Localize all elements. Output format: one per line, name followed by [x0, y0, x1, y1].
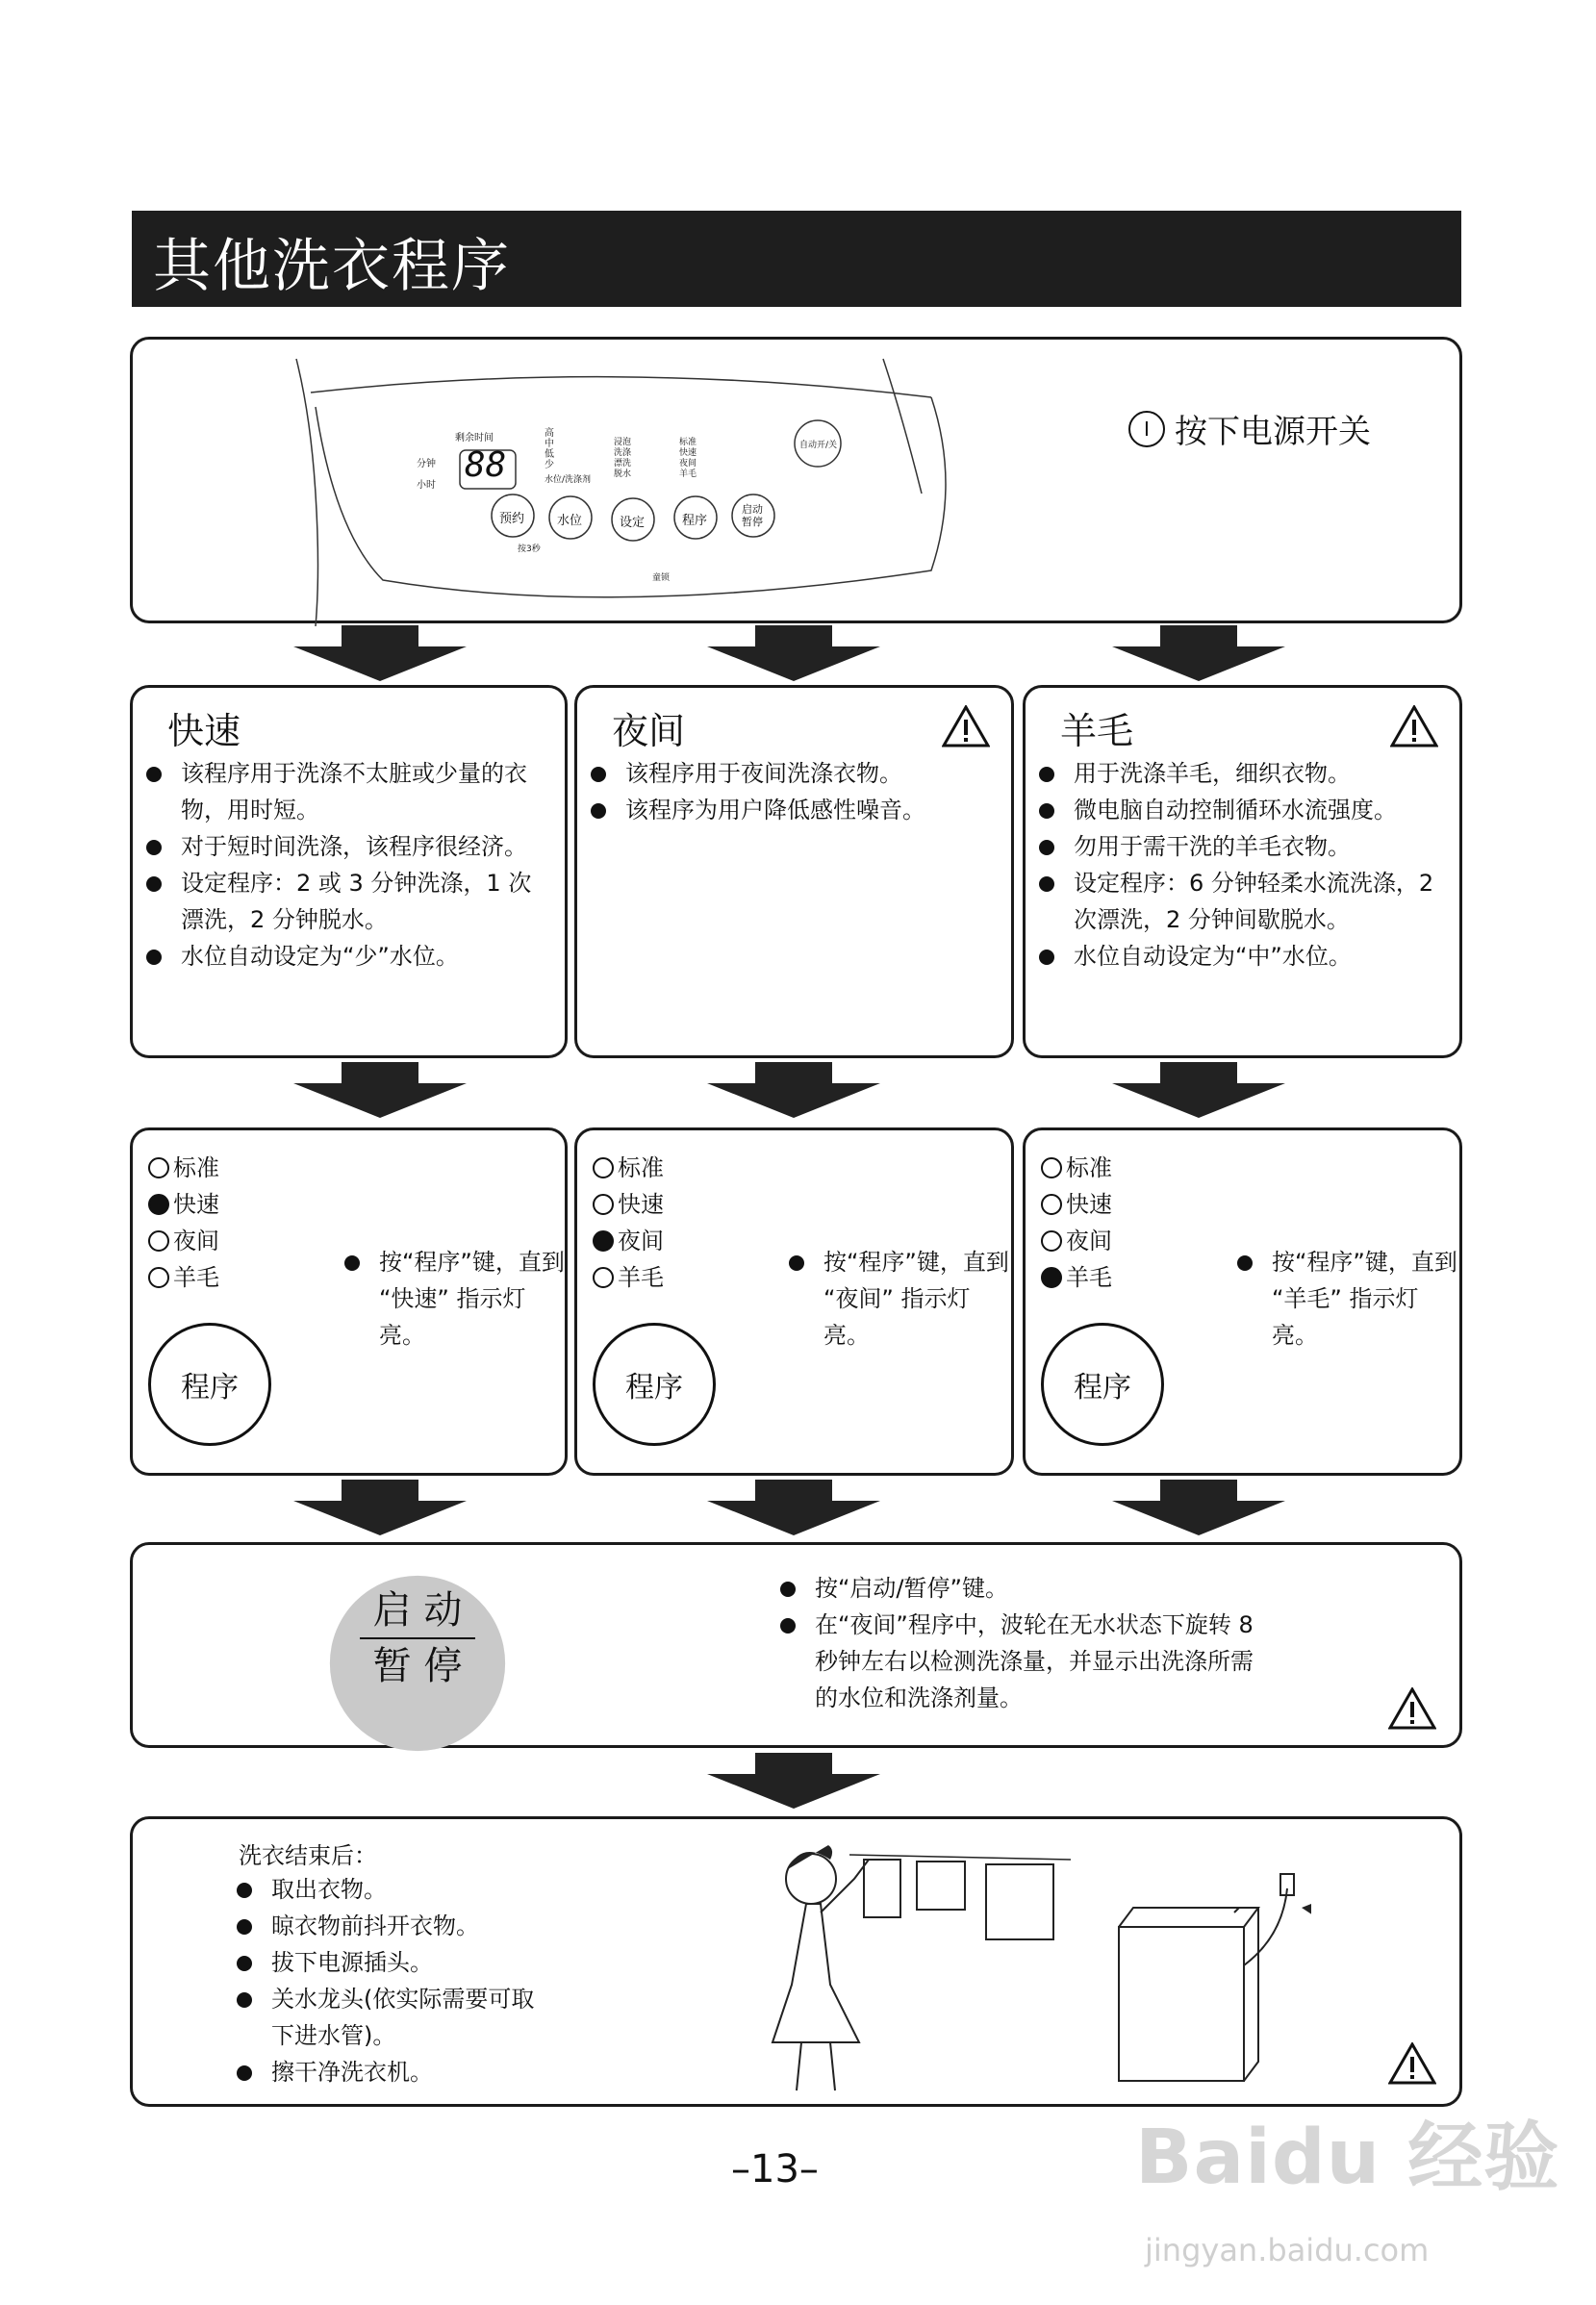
display-label-minutes: 分钟: [417, 459, 436, 469]
watermark-url: jingyan.baidu.com: [1145, 2232, 1430, 2268]
list-item: 该程序用于夜间洗涤衣物。: [583, 755, 997, 792]
bullet-icon: [344, 1255, 360, 1271]
stage-labels: 浸泡 洗涤 漂洗 脱水: [614, 438, 632, 479]
program-button[interactable]: 程序: [1041, 1323, 1164, 1446]
program-bullets: [583, 755, 997, 828]
arrow-down-icon: [293, 1480, 467, 1535]
watermark-logo: Baidu 经验: [1135, 2115, 1560, 2201]
program-title: 夜间: [612, 710, 686, 752]
radio-on-icon: [1041, 1267, 1062, 1288]
list-item: 在“夜间”程序中，波轮在无水状态下旋转 8 秒钟左右以检测洗涤量，并显示出洗涤所需的水位和洗涤剂量。: [773, 1607, 1254, 1716]
power-button-label[interactable]: 自动开/关: [799, 441, 838, 450]
step-power-label: 按下电源开关: [1175, 413, 1371, 451]
list-item: 水位自动设定为“中”水位。: [1031, 938, 1445, 975]
list-item: 微电脑自动控制循环水流强度。: [1031, 792, 1445, 828]
option-quick: 快速: [148, 1186, 219, 1223]
instruction: 按“程序”键，直到 “快速” 指示灯亮。: [344, 1244, 566, 1354]
radio-off-icon: [1041, 1194, 1062, 1215]
control-panel-illustration: [133, 340, 1465, 626]
option-wool: 羊毛: [1041, 1259, 1112, 1296]
display-label-hours: 小时: [417, 480, 436, 491]
radio-on-icon: [593, 1230, 614, 1252]
after-heading: 洗衣结束后：: [239, 1842, 377, 1869]
arrow-down-icon: [707, 1480, 880, 1535]
list-item: 勿用于需干洗的羊毛衣物。: [1031, 828, 1445, 865]
option-wool: 羊毛: [148, 1259, 219, 1296]
radio-off-icon: [1041, 1230, 1062, 1252]
option-night: 夜间: [1041, 1223, 1112, 1259]
program-quick-box: [130, 685, 568, 1058]
program-wool-box: [1023, 685, 1462, 1058]
list-item: 关水龙头(依实际需要可取下进水管)。: [229, 1981, 546, 2054]
list-item: 晾衣物前抖开衣物。: [229, 1908, 546, 1944]
select-wool-box: [1023, 1127, 1462, 1476]
panel-button-delay[interactable]: 预约: [499, 512, 525, 526]
control-panel-box: [130, 337, 1462, 623]
instruction: 按“程序”键，直到 “羊毛” 指示灯亮。: [1237, 1244, 1458, 1354]
after-bullets: [229, 1871, 546, 2090]
page-title-bar: [132, 211, 1461, 307]
program-title: 快速: [167, 710, 241, 752]
radio-off-icon: [593, 1267, 614, 1288]
warning-icon: [1388, 1687, 1436, 1730]
lock-caption: 童锁: [652, 573, 671, 583]
list-item: 拔下电源插头。: [229, 1944, 546, 1981]
list-item: 用于洗涤羊毛，细织衣物。: [1031, 755, 1445, 792]
program-night-box: [574, 685, 1014, 1058]
radio-off-icon: [1041, 1157, 1062, 1178]
mode-labels: 标准 快速 夜间 羊毛: [679, 438, 697, 479]
after-washing-box: [130, 1816, 1462, 2107]
level-caption: 水位/洗涤剂: [545, 475, 592, 485]
page-title: 其他洗衣程序: [153, 233, 511, 300]
arrow-down-icon: [707, 1062, 880, 1118]
start-pause-label: 启 动 暂 停: [328, 1583, 507, 1693]
option-quick: 快速: [1041, 1186, 1112, 1223]
radio-off-icon: [148, 1157, 169, 1178]
list-item: 对于短时间洗涤，该程序很经济。: [139, 828, 552, 865]
bullet-icon: [1237, 1255, 1253, 1271]
key-caption: 按3秒: [518, 545, 541, 554]
option-standard: 标准: [593, 1150, 664, 1186]
program-options: [148, 1150, 219, 1296]
instruction: 按“程序”键，直到 “夜间” 指示灯亮。: [789, 1244, 1010, 1354]
step-power: [1128, 405, 1371, 452]
list-item: 该程序用于洗涤不太脏或少量的衣物，用时短。: [139, 755, 552, 828]
option-standard: 标准: [1041, 1150, 1112, 1186]
arrow-down-icon: [707, 1753, 880, 1809]
arrow-down-icon: [1112, 625, 1285, 681]
option-wool: 羊毛: [593, 1259, 664, 1296]
program-bullets: [1031, 755, 1445, 975]
panel-button-start[interactable]: 启动 暂停: [742, 503, 763, 528]
panel-button-program[interactable]: 程序: [682, 514, 708, 528]
program-options: [1041, 1150, 1112, 1296]
list-item: 设定程序：6 分钟轻柔水流洗涤，2 次漂洗，2 分钟间歇脱水。: [1031, 865, 1445, 938]
program-button[interactable]: 程序: [148, 1323, 271, 1446]
program-button[interactable]: 程序: [593, 1323, 716, 1446]
time-display: 88: [465, 445, 507, 485]
power-icon: Ⅰ: [1128, 411, 1165, 447]
arrow-down-icon: [293, 625, 467, 681]
list-item: 按“启动/暂停”键。: [773, 1570, 1254, 1607]
radio-off-icon: [148, 1230, 169, 1252]
arrow-down-icon: [707, 625, 880, 681]
radio-off-icon: [148, 1267, 169, 1288]
start-bullets: [773, 1570, 1254, 1716]
warning-icon: [1390, 705, 1438, 747]
bullet-icon: [789, 1255, 804, 1271]
select-quick-box: [130, 1127, 568, 1476]
page-number: –13–: [731, 2147, 819, 2191]
panel-button-water[interactable]: 水位: [557, 514, 583, 528]
option-night: 夜间: [593, 1223, 664, 1259]
program-title: 羊毛: [1060, 710, 1134, 752]
option-night: 夜间: [148, 1223, 219, 1259]
list-item: 该程序为用户降低感性噪音。: [583, 792, 997, 828]
option-standard: 标准: [148, 1150, 219, 1186]
arrow-down-icon: [1112, 1062, 1285, 1118]
program-bullets: [139, 755, 552, 975]
list-item: 擦干净洗衣机。: [229, 2054, 546, 2090]
display-header: 剩余时间: [455, 433, 494, 443]
panel-button-set[interactable]: 设定: [620, 516, 646, 530]
program-options: [593, 1150, 664, 1296]
list-item: 设定程序：2 或 3 分钟洗涤，1 次漂洗，2 分钟脱水。: [139, 865, 552, 938]
warning-icon: [942, 705, 990, 747]
start-box: [130, 1542, 1462, 1748]
radio-off-icon: [593, 1194, 614, 1215]
select-night-box: [574, 1127, 1014, 1476]
warning-icon: [1388, 2042, 1436, 2085]
radio-off-icon: [593, 1157, 614, 1178]
list-item: 取出衣物。: [229, 1871, 546, 1908]
arrow-down-icon: [1112, 1480, 1285, 1535]
laundry-illustration: [734, 1821, 1311, 2100]
option-quick: 快速: [593, 1186, 664, 1223]
radio-on-icon: [148, 1194, 169, 1215]
list-item: 水位自动设定为“少”水位。: [139, 938, 552, 975]
water-level-labels: 高 中 低 少: [545, 428, 554, 470]
arrow-down-icon: [293, 1062, 467, 1118]
